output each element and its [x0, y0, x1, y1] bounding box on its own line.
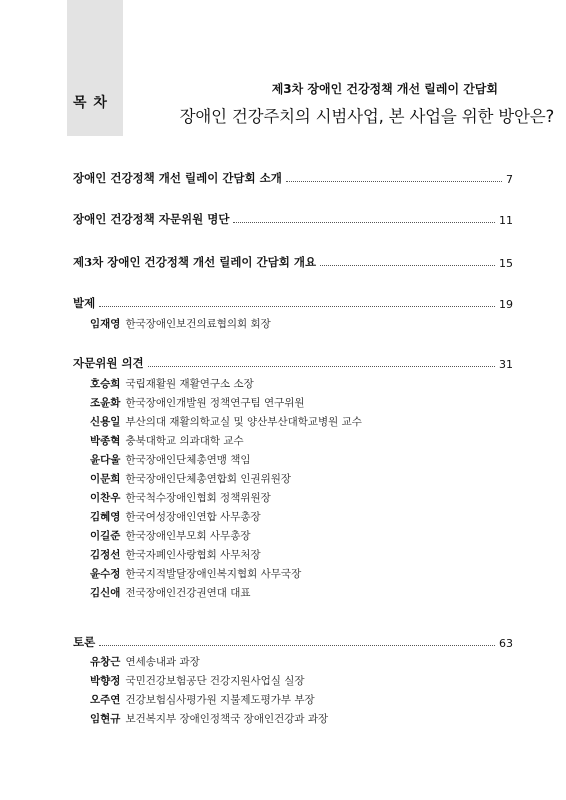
list-item — [90, 691, 328, 710]
list-item — [90, 508, 362, 527]
list-item — [90, 470, 362, 489]
event-subtitle: 제3차 장애인 건강정책 개선 릴레이 간담회 — [271, 82, 498, 96]
discussant-list — [90, 653, 328, 729]
person-role: 전국장애인건강권연대 대표 — [125, 587, 251, 599]
toc-page-number: 15 — [499, 257, 513, 270]
list-item — [90, 489, 362, 508]
person-role: 국민건강보험공단 건강지원사업실 실장 — [125, 675, 305, 687]
toc-entry-advisor-list[interactable] — [73, 211, 513, 227]
person-role: 한국장애인개발원 정책연구팀 연구위원 — [125, 397, 305, 409]
list-item — [90, 527, 362, 546]
person-name: 김혜영 — [90, 511, 121, 523]
person-role: 보건복지부 장애인정책국 장애인건강과 과장 — [125, 713, 329, 725]
toc-leader — [233, 218, 495, 223]
list-item — [90, 584, 362, 603]
toc-entry-title: 발제 — [73, 296, 96, 310]
person-role: 충북대학교 의과대학 교수 — [125, 435, 244, 447]
list-item — [90, 394, 362, 413]
person-role: 건강보험심사평가원 지불제도평가부 부장 — [125, 694, 315, 706]
person-name: 박향정 — [90, 675, 121, 687]
person-role: 한국자폐인사랑협회 사무처장 — [125, 549, 261, 561]
person-role: 한국장애인부모회 사무총장 — [125, 530, 251, 542]
list-item — [90, 653, 328, 672]
person-role: 한국장애인보건의료협의회 회장 — [125, 318, 271, 330]
toc-leader — [148, 362, 495, 367]
toc-entry-title: 자문위원 의견 — [73, 356, 144, 370]
person-name: 조윤화 — [90, 397, 121, 409]
toc-entry-title: 장애인 건강정책 개선 릴레이 간담회 소개 — [73, 171, 282, 185]
toc-entry-discussion[interactable] — [73, 634, 513, 650]
person-name: 이찬우 — [90, 492, 121, 504]
toc-entry-presentation[interactable] — [73, 295, 513, 311]
toc-leader — [99, 641, 495, 646]
toc-page-number: 11 — [499, 214, 513, 227]
toc-heading: 목 차 — [73, 95, 108, 111]
toc-leader — [99, 302, 495, 307]
advisor-list — [90, 375, 362, 603]
list-item — [90, 672, 328, 691]
list-item — [90, 315, 271, 334]
toc-page-number: 19 — [499, 298, 513, 311]
person-name: 오주연 — [90, 694, 121, 706]
presenter-list — [90, 315, 271, 334]
toc-entry-overview[interactable] — [73, 254, 513, 270]
document-title: 장애인 건강주치의 시범사업, 본 사업을 위한 방안은? — [179, 107, 554, 126]
person-name: 윤수정 — [90, 568, 121, 580]
toc-entry-advisor-opinions[interactable] — [73, 355, 513, 371]
person-name: 유창근 — [90, 656, 121, 668]
toc-entry-title: 토론 — [73, 635, 96, 649]
person-role: 한국척수장애인협회 정책위원장 — [125, 492, 271, 504]
person-role: 국립재활원 재활연구소 소장 — [125, 378, 254, 390]
person-name: 신용일 — [90, 416, 121, 428]
person-role: 부산의대 재활의학교실 및 양산부산대학교병원 교수 — [125, 416, 362, 428]
list-item — [90, 451, 362, 470]
toc-entry-intro[interactable] — [73, 170, 513, 186]
person-name: 김신애 — [90, 587, 121, 599]
person-name: 김정선 — [90, 549, 121, 561]
person-name: 임현규 — [90, 713, 121, 725]
person-name: 임재영 — [90, 318, 121, 330]
person-name: 박종혁 — [90, 435, 121, 447]
toc-entry-title: 장애인 건강정책 자문위원 명단 — [73, 212, 230, 226]
list-item — [90, 546, 362, 565]
person-name: 이문희 — [90, 473, 121, 485]
person-role: 한국장애인단체총연맹 책임 — [125, 454, 251, 466]
list-item — [90, 710, 328, 729]
person-name: 윤다울 — [90, 454, 121, 466]
toc-page-number: 63 — [499, 637, 513, 650]
person-name: 호승희 — [90, 378, 121, 390]
person-role: 한국장애인단체총연합회 인권위원장 — [125, 473, 292, 485]
person-role: 한국여성장애인연합 사무총장 — [125, 511, 261, 523]
list-item — [90, 565, 362, 584]
person-role: 한국지적발달장애인복지협회 사무국장 — [125, 568, 302, 580]
header-gray-band — [67, 0, 123, 136]
toc-leader — [286, 177, 502, 182]
list-item — [90, 432, 362, 451]
toc-leader — [320, 261, 495, 266]
person-name: 이길준 — [90, 530, 121, 542]
toc-entry-title: 제3차 장애인 건강정책 개선 릴레이 간담회 개요 — [73, 255, 317, 269]
person-role: 연세송내과 과장 — [125, 656, 200, 668]
list-item — [90, 413, 362, 432]
toc-page-number: 31 — [499, 358, 513, 371]
toc-page-number: 7 — [506, 173, 513, 186]
list-item — [90, 375, 362, 394]
